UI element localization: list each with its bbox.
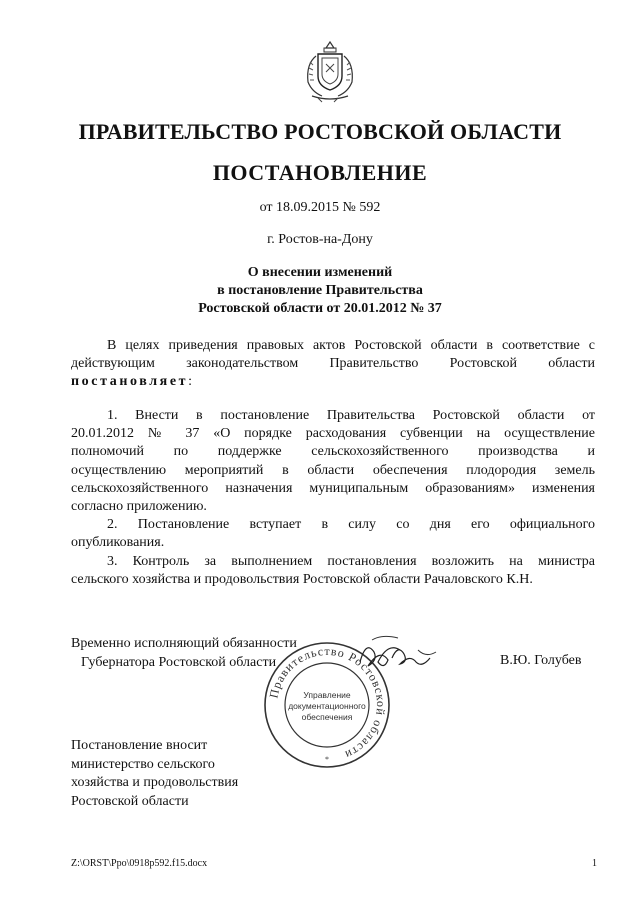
decree-word: постановляет [71, 374, 189, 390]
item-2-line: 2. Постановление вступает в силу со дня его официального [107, 517, 595, 533]
preamble [71, 337, 595, 392]
submitter-line: Ростовской области [71, 793, 189, 809]
item-1-line: 20.01.2012 № 37 «О порядке расходования субвенции на осуществление [71, 426, 595, 442]
submitted-by [71, 737, 238, 811]
preamble-line: В целях приведения правовых актов Ростовской области в соответствие с [107, 338, 595, 353]
decree-colon: : [188, 374, 193, 390]
subject-line: О внесении изменений [247, 265, 393, 280]
stamp-inner-line: документационного [288, 701, 366, 711]
subject-line: в постановление Правительства [217, 283, 423, 298]
item-1-line: согласно приложению. [71, 499, 207, 515]
submitter-line: Постановление вносит [71, 738, 208, 753]
item-3-line: сельского хозяйства и продовольствия Ростовской области Рачаловского К.Н. [71, 571, 533, 587]
resolution-items [71, 407, 595, 589]
document-date-number: от 18.09.2015 № 592 [259, 200, 381, 215]
document-city: г. Ростов-на-Дону [267, 232, 373, 247]
stamp-inner-line: обеспечения [301, 712, 353, 722]
stamp-outer-text: Правительство Ростовской области [266, 643, 389, 763]
item-1-line: 1. Внести в постановление Правительства Ростовской области от [107, 408, 595, 423]
stamp-star-icon: * [325, 755, 329, 764]
handwritten-signature [352, 632, 447, 677]
item-1-line: полномочий по поддержке сельскохозяйственного производства и [71, 444, 595, 460]
item-2-line: опубликования. [71, 535, 165, 551]
government-title: ПРАВИТЕЛЬСТВО РОСТОВСКОЙ ОБЛАСТИ [78, 119, 562, 144]
signatory-name: В.Ю. Голубев [500, 653, 582, 668]
item-1-line: сельскохозяйственного назначения муниципальным образованиям» изменения [71, 480, 595, 496]
submitter-line: министерство сельского [71, 756, 215, 772]
signatory-position-line: Временно исполняющий обязанности [71, 636, 297, 651]
submitter-line: хозяйства и продовольствия [71, 775, 239, 790]
signatory-position-line: Губернатора Ростовской области [81, 655, 277, 670]
document-type: ПОСТАНОВЛЕНИЕ [212, 160, 428, 185]
subject-line: Ростовской области от 20.01.2012 № 37 [198, 301, 442, 316]
page-number: 1 [592, 858, 597, 869]
preamble-line: действующим законодательством Правительство Ростовской области [71, 356, 595, 372]
item-3-line: 3. Контроль за выполнением постановления возложить на министра [107, 553, 595, 569]
item-1-line: осуществлению мероприятий в области обеспечения плодородия земель [71, 462, 595, 478]
decree-line [71, 373, 595, 391]
document-subject [0, 264, 640, 318]
stamp-inner-line: Управление [303, 690, 351, 700]
coat-of-arms-icon [298, 40, 362, 104]
file-path: Z:\ORST\Ppo\0918p592.f15.docx [71, 858, 208, 869]
